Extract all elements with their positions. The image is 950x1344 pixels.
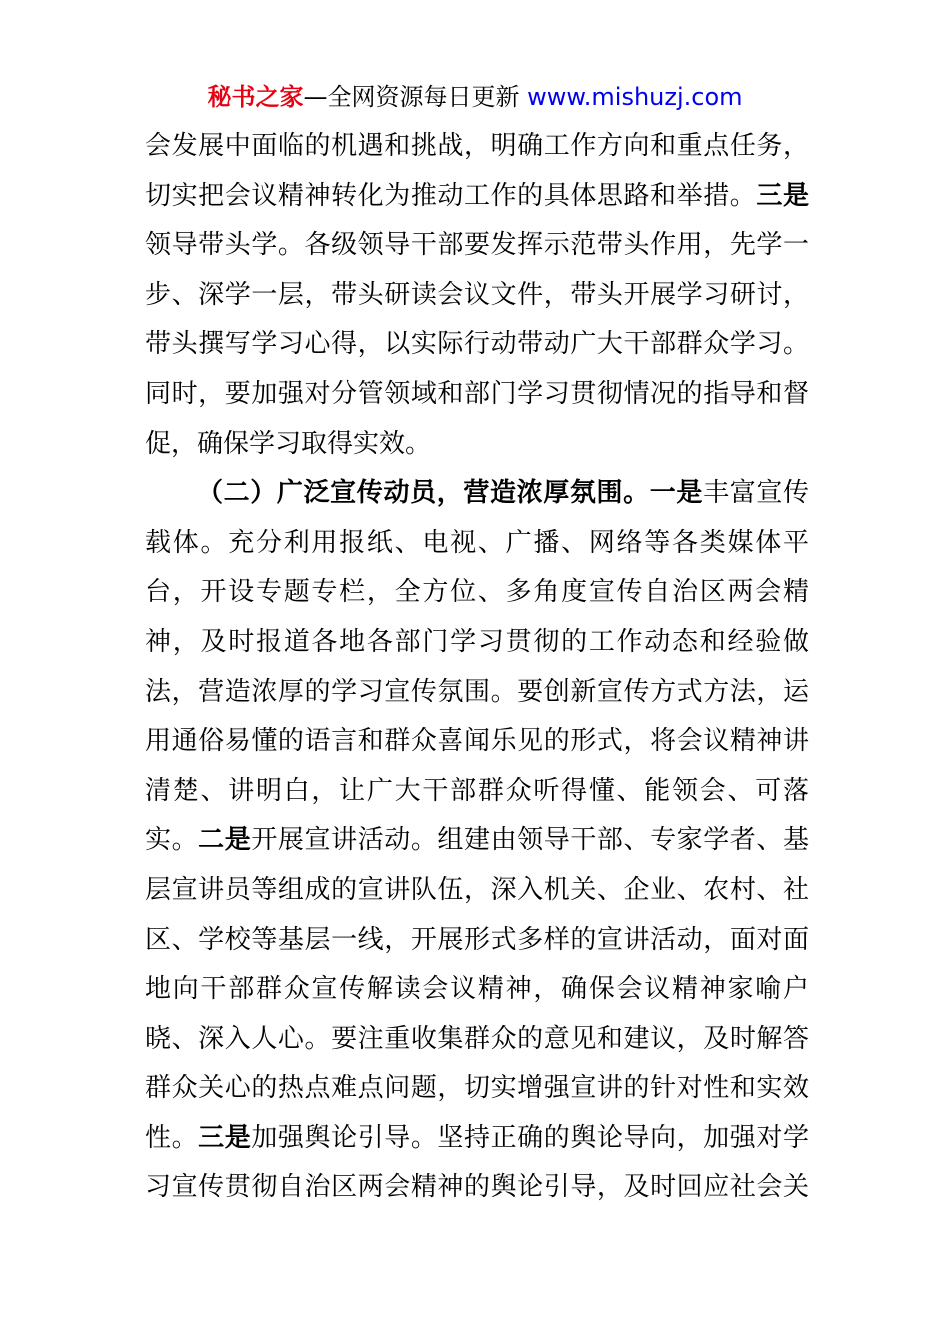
page-header	[0, 80, 950, 114]
text-line: 清楚、讲明白，让广大干部群众听得懂、能领会、可落	[145, 775, 809, 806]
text-line: 神，及时报道各地各部门学习贯彻的工作动态和经验做	[145, 626, 809, 657]
document-body	[145, 122, 809, 1213]
text-line: 性。三是加强舆论引导。坚持正确的舆论导向，加强对学	[145, 1122, 809, 1153]
text-line: 领导带头学。各级领导干部要发挥示范带头作用，先学一	[145, 230, 809, 261]
header-dash: —	[303, 83, 328, 111]
text-line: 步、深学一层，带头研读会议文件，带头开展学习研讨，	[145, 279, 809, 310]
text-line: 区、学校等基层一线，开展形式多样的宣讲活动，面对面	[145, 924, 809, 955]
text-line: 地向干部群众宣传解读会议精神，确保会议精神家喻户	[145, 974, 809, 1005]
text-line: 层宣讲员等组成的宣讲队伍，深入机关、企业、农村、社	[145, 874, 809, 905]
text-line: 载体。充分利用报纸、电视、广播、网络等各类媒体平	[145, 527, 809, 558]
text-line: 群众关心的热点难点问题，切实增强宣讲的针对性和实效	[145, 1073, 809, 1104]
section-heading-line: （二）广泛宣传动员，营造浓厚氛围。一是丰富宣传	[197, 478, 809, 509]
text-line: 法，营造浓厚的学习宣传氛围。要创新宣传方式方法，运	[145, 676, 809, 707]
text-line: 促，确保学习取得实效。	[145, 428, 432, 459]
site-slogan: 全网资源每日更新	[327, 83, 528, 111]
site-url-link[interactable]: www.mishuzj.com	[527, 83, 743, 111]
text-line: 用通俗易懂的语言和群众喜闻乐见的形式，将会议精神讲	[145, 726, 809, 757]
site-brand: 秘书之家	[207, 83, 304, 111]
text-line: 台，开设专题专栏，全方位、多角度宣传自治区两会精	[145, 577, 809, 608]
text-line: 习宣传贯彻自治区两会精神的舆论引导，及时回应社会关	[145, 1172, 809, 1203]
text-line: 带头撰写学习心得，以实际行动带动广大干部群众学习。	[145, 329, 809, 360]
text-line: 同时，要加强对分管领域和部门学习贯彻情况的指导和督	[145, 378, 809, 409]
text-line: 实。二是开展宣讲活动。组建由领导干部、专家学者、基	[145, 825, 809, 856]
text-line: 切实把会议精神转化为推动工作的具体思路和举措。三是	[145, 180, 809, 211]
text-line: 晓、深入人心。要注重收集群众的意见和建议，及时解答	[145, 1023, 809, 1054]
text-line: 会发展中面临的机遇和挑战，明确工作方向和重点任务，	[145, 131, 809, 161]
